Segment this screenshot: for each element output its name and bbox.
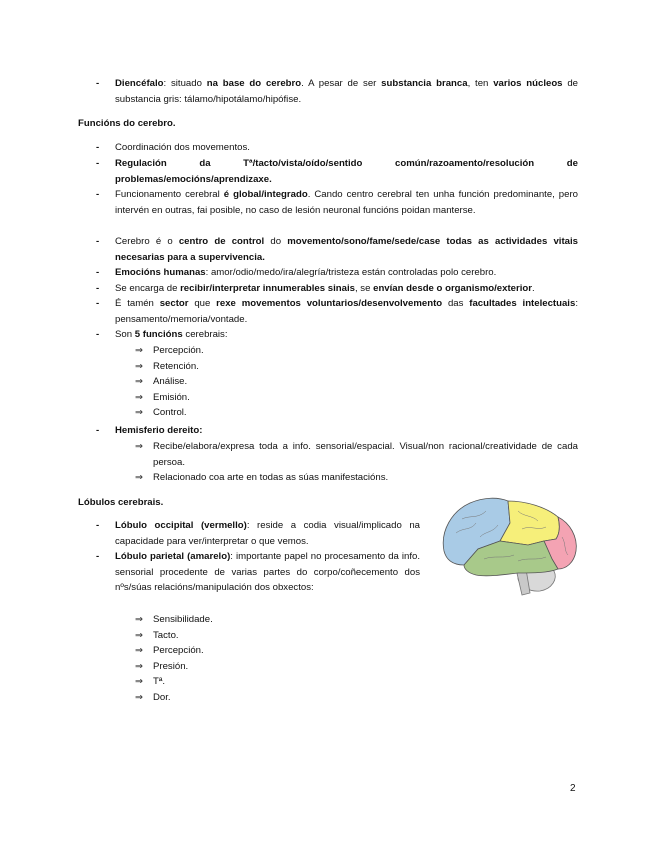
hemisphere-list [135,439,578,486]
bullet-dash: - [96,298,100,309]
arrow-icon: ⇒ [135,660,144,672]
arrow-icon: ⇒ [135,376,144,388]
sublist-item [135,343,578,359]
sublist-text: Presión. [153,660,189,672]
list-item: Cerebro é o centro de control do movemento/sono/fame/sede/case todas as actividades vitais necesarias para a supervivencia. [115,236,578,263]
arrow-icon: ⇒ [135,676,144,688]
bullet-dash: - [96,425,100,436]
arrow-icon: ⇒ [135,407,144,419]
sublist-item [135,643,578,659]
bullet-dash: - [96,142,100,153]
bullet-dash: - [96,267,100,278]
sublist-item [135,674,578,690]
arrow-icon: ⇒ [135,360,144,372]
list-item: Lóbulo occipital (vermello): reside a codia visual/implicado na capacidade para ver/interpretar o que vemos. [115,520,420,547]
hemisphere-label: Hemisferio dereito: [115,425,203,436]
list-item: É tamén sector que rexe movementos voluntarios/desenvolvemento das facultades intelectuais: pensamento/memoria/vontade. [115,298,578,325]
sublist-item [135,470,578,486]
arrow-icon: ⇒ [135,614,144,625]
bullet-dash: - [96,551,100,562]
sublist-item [135,405,578,421]
functions-list [135,343,578,421]
parietal-list [135,612,578,706]
sublist-item [135,374,578,390]
bullet-dash: - [96,189,100,200]
arrow-icon: ⇒ [135,472,144,484]
sublist-text: Análise. [153,376,188,388]
list-item: Coordinación dos movementos. [115,142,250,153]
arrow-icon: ⇒ [135,441,144,452]
bullet-dash: - [96,283,100,294]
sublist-text: Percepción. [153,345,204,356]
sublist-text: Relacionado coa arte en todas as súas manifestacións. [153,472,389,484]
brain-lobes-illustration [440,493,580,598]
arrow-icon: ⇒ [135,345,144,356]
sublist-text: Tª. [153,676,166,688]
list-item: Son 5 funcións cerebrais: [115,329,228,340]
sublist-text: Dor. [153,691,171,703]
sublist-text: Emisión. [153,391,190,403]
sublist-item [135,659,578,675]
sublist-text: Tacto. [153,629,179,641]
list-item: Lóbulo parietal (amarelo): importante papel no procesamento da info. sensorial procedente de varias partes do corpo/coñecemento dos nºs/súas relacións/manipulación dos obxectos: [115,551,420,594]
sublist-item [135,359,578,375]
arrow-icon: ⇒ [135,629,144,641]
section-heading-funcions: Funcións do cerebro. [78,118,176,129]
bullet-dash: - [96,236,100,247]
list-item: Funcionamento cerebral é global/integrado. Cando centro cerebral ten unha función predominante, pero intervén en outras, fai posible, no caso de lesión neuronal funcións poidan manterse. [115,189,579,216]
arrow-icon: ⇒ [135,645,144,657]
list-item: Se encarga de recibir/interpretar innumerables sinais, se envían desde o organismo/exterior. [115,283,535,294]
list-item: Regulación da Tª/tacto/vista/oído/sentido común/razoamento/resolución de problemas/emocións/aprendizaxe. [115,158,578,185]
intro-paragraph: Diencéfalo: situado na base do cerebro. A pesar de ser substancia branca, ten varios núcleos de substancia gris: tálamo/hipotálamo/hipófise. [115,78,578,105]
sublist-item [135,390,578,406]
sublist-text: Retención. [153,360,199,372]
sublist-item [135,439,578,470]
bullet-dash: - [96,78,100,89]
sublist-item [135,690,578,706]
sublist-text: Control. [153,407,187,419]
section-heading-lobulos: Lóbulos cerebrais. [78,497,164,508]
sublist-item [135,628,578,644]
sublist-item [135,612,578,628]
list-item: Emocións humanas: amor/odio/medo/ira/alegría/tristeza están controladas polo cerebro. [115,267,497,278]
sublist-text: Sensibilidade. [153,614,213,625]
sublist-text: Recibe/elabora/expresa toda a info. sensorial/espacial. Visual/non racional/creatividade de cada persoa. [153,441,578,468]
bullet-dash: - [96,520,100,531]
arrow-icon: ⇒ [135,391,144,403]
arrow-icon: ⇒ [135,691,144,703]
bullet-dash: - [96,158,100,169]
sublist-text: Percepción. [153,645,204,657]
page-number: 2 [570,783,576,794]
bullet-dash: - [96,329,100,340]
